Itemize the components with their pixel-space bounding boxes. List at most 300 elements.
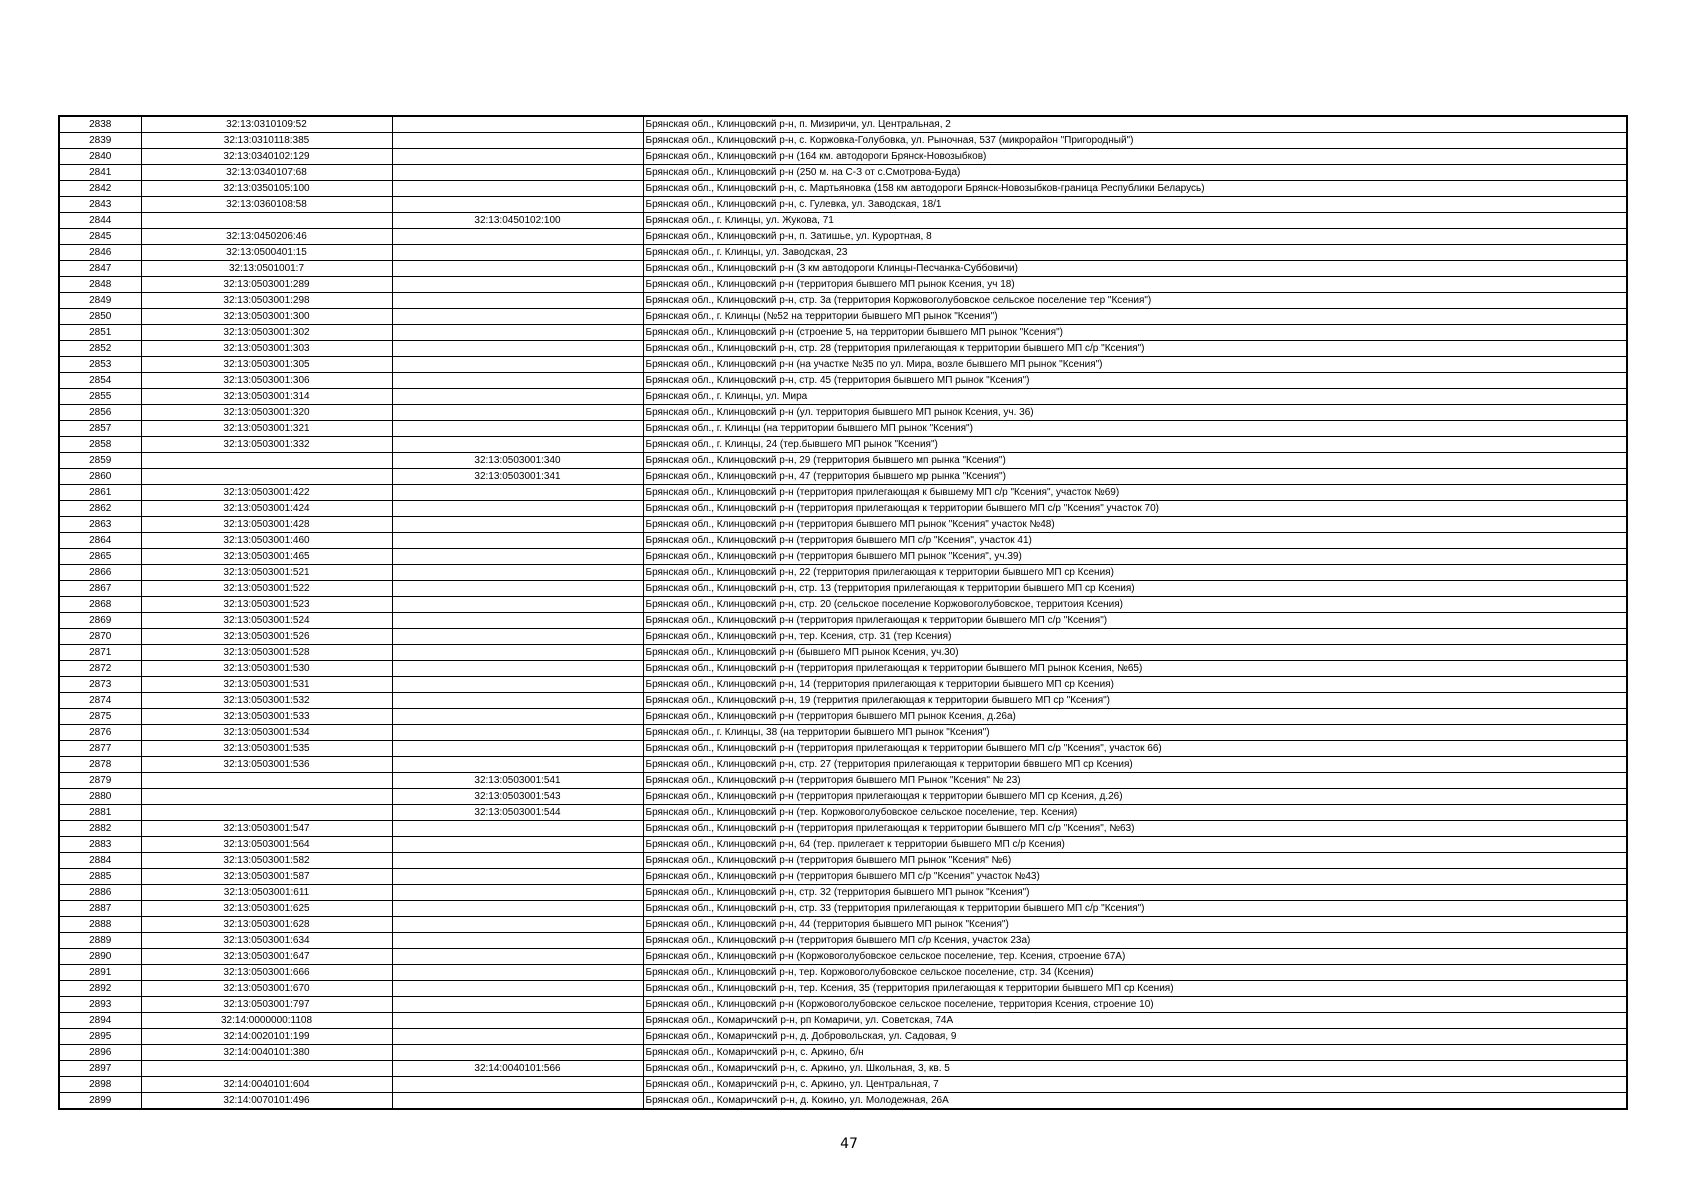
table-row [59, 1093, 1627, 1110]
cadastral-number-cell: 32:14:0020101:199 [141, 1029, 392, 1045]
cadastral-number-cell: 32:13:0310109:52 [141, 116, 392, 133]
row-number-cell: 2885 [59, 869, 141, 885]
address-cell: Брянская обл., Комаричский р-н, с. Аркино, б/н [643, 1045, 1627, 1061]
table-row [59, 1013, 1627, 1029]
cadastral-number-alt-cell [392, 725, 643, 741]
table-row [59, 517, 1627, 533]
table-row [59, 325, 1627, 341]
address-cell: Брянская обл., Клинцовский р-н (территория бывшего МП рынок "Ксения", уч.39) [643, 549, 1627, 565]
table-row [59, 757, 1627, 773]
cadastral-number-cell: 32:13:0503001:424 [141, 501, 392, 517]
row-number-cell: 2856 [59, 405, 141, 421]
address-cell: Брянская обл., Клинцовский р-н, тер. Ксения, 35 (территория прилегающая к территории бывшего МП ср Ксения) [643, 981, 1627, 997]
table-row [59, 245, 1627, 261]
address-cell: Брянская обл., Клинцовский р-н, п. Затишье, ул. Курортная, 8 [643, 229, 1627, 245]
cadastral-number-alt-cell [392, 757, 643, 773]
row-number-cell: 2897 [59, 1061, 141, 1077]
address-cell: Брянская обл., Клинцовский р-н, 47 (территория бывшего мр рынка "Ксения") [643, 469, 1627, 485]
cadastral-number-alt-cell [392, 565, 643, 581]
cadastral-number-alt-cell: 32:13:0503001:543 [392, 789, 643, 805]
cadastral-number-alt-cell [392, 741, 643, 757]
cadastral-number-alt-cell [392, 581, 643, 597]
address-cell: Брянская обл., Клинцовский р-н (3 км автодороги Клинцы-Песчанка-Суббовичи) [643, 261, 1627, 277]
cadastral-number-cell: 32:13:0503001:460 [141, 533, 392, 549]
table-row [59, 261, 1627, 277]
address-cell: Брянская обл., Клинцовский р-н, с. Гулевка, ул. Заводская, 18/1 [643, 197, 1627, 213]
cadastral-number-cell: 32:13:0340107:68 [141, 165, 392, 181]
address-cell: Брянская обл., Клинцовский р-н (Коржовоголубовское сельское поселение, территория Ксения, строение 10) [643, 997, 1627, 1013]
table-row [59, 837, 1627, 853]
address-cell: Брянская обл., Клинцовский р-н, 64 (тер. прилегает к территории бывшего МП с/р Ксения) [643, 837, 1627, 853]
cadastral-number-alt-cell [392, 661, 643, 677]
cadastral-number-alt-cell [392, 693, 643, 709]
table-row [59, 597, 1627, 613]
cadastral-number-cell [141, 453, 392, 469]
table-row [59, 805, 1627, 821]
row-number-cell: 2865 [59, 549, 141, 565]
table-row [59, 469, 1627, 485]
cadastral-table [58, 115, 1628, 1110]
row-number-cell: 2893 [59, 997, 141, 1013]
cadastral-number-alt-cell [392, 853, 643, 869]
cadastral-number-cell: 32:13:0503001:587 [141, 869, 392, 885]
cadastral-number-cell: 32:13:0503001:521 [141, 565, 392, 581]
table-row [59, 501, 1627, 517]
row-number-cell: 2876 [59, 725, 141, 741]
cadastral-number-cell: 32:13:0503001:531 [141, 677, 392, 693]
row-number-cell: 2874 [59, 693, 141, 709]
row-number-cell: 2860 [59, 469, 141, 485]
cadastral-number-alt-cell [392, 597, 643, 613]
cadastral-number-alt-cell: 32:13:0503001:541 [392, 773, 643, 789]
table-row [59, 853, 1627, 869]
row-number-cell: 2841 [59, 165, 141, 181]
table-row [59, 437, 1627, 453]
address-cell: Брянская обл., Клинцовский р-н, тер. Коржовоголубовское сельское поселение, стр. 34 (Ксения) [643, 965, 1627, 981]
cadastral-number-alt-cell [392, 821, 643, 837]
cadastral-number-alt-cell [392, 341, 643, 357]
row-number-cell: 2873 [59, 677, 141, 693]
cadastral-number-cell: 32:13:0503001:530 [141, 661, 392, 677]
table-row [59, 661, 1627, 677]
table-body [59, 116, 1627, 1109]
address-cell: Брянская обл., Комаричский р-н, с. Аркино, ул. Школьная, 3, кв. 5 [643, 1061, 1627, 1077]
address-cell: Брянская обл., г. Клинцы (№52 на территории бывшего МП рынок "Ксения") [643, 309, 1627, 325]
address-cell: Брянская обл., Клинцовский р-н (территория бывшего МП с/р "Ксения" участок №43) [643, 869, 1627, 885]
cadastral-number-cell: 32:13:0503001:535 [141, 741, 392, 757]
table-row [59, 293, 1627, 309]
cadastral-number-cell: 32:13:0503001:533 [141, 709, 392, 725]
cadastral-number-cell: 32:13:0503001:524 [141, 613, 392, 629]
address-cell: Брянская обл., г. Клинцы, 24 (тер.бывшего МП рынок "Ксения") [643, 437, 1627, 453]
address-cell: Брянская обл., Клинцовский р-н (территория прилегающая к территории бывшего МП с/р "Ксения", участок 66) [643, 741, 1627, 757]
address-cell: Брянская обл., г. Клинцы, 38 (на территории бывшего МП рынок "Ксения") [643, 725, 1627, 741]
table-row [59, 549, 1627, 565]
address-cell: Брянская обл., Комаричский р-н, д. Кокино, ул. Молодежная, 26А [643, 1093, 1627, 1110]
table-row [59, 1061, 1627, 1077]
cadastral-number-cell: 32:13:0503001:523 [141, 597, 392, 613]
cadastral-number-alt-cell [392, 485, 643, 501]
address-cell: Брянская обл., Клинцовский р-н, с. Мартьяновка (158 км автодороги Брянск-Новозыбков-граница Республики Беларусь) [643, 181, 1627, 197]
table-row [59, 901, 1627, 917]
table-row [59, 869, 1627, 885]
row-number-cell: 2895 [59, 1029, 141, 1045]
cadastral-number-alt-cell [392, 116, 643, 133]
row-number-cell: 2863 [59, 517, 141, 533]
table-row [59, 1077, 1627, 1093]
cadastral-number-cell [141, 213, 392, 229]
row-number-cell: 2855 [59, 389, 141, 405]
cadastral-number-cell: 32:13:0503001:536 [141, 757, 392, 773]
table-row [59, 116, 1627, 133]
cadastral-number-cell: 32:13:0500401:15 [141, 245, 392, 261]
cadastral-number-cell: 32:13:0503001:526 [141, 629, 392, 645]
address-cell: Брянская обл., Клинцовский р-н, 14 (территория прилегающая к территории бывшего МП ср Ксения) [643, 677, 1627, 693]
row-number-cell: 2844 [59, 213, 141, 229]
table-row [59, 613, 1627, 629]
table-row [59, 533, 1627, 549]
cadastral-number-alt-cell: 32:13:0503001:341 [392, 469, 643, 485]
table-row [59, 885, 1627, 901]
cadastral-number-cell: 32:13:0503001:647 [141, 949, 392, 965]
row-number-cell: 2875 [59, 709, 141, 725]
row-number-cell: 2846 [59, 245, 141, 261]
table-row [59, 133, 1627, 149]
cadastral-number-cell: 32:13:0503001:428 [141, 517, 392, 533]
cadastral-number-cell: 32:13:0310118:385 [141, 133, 392, 149]
cadastral-number-alt-cell [392, 533, 643, 549]
row-number-cell: 2854 [59, 373, 141, 389]
cadastral-number-cell: 32:14:0040101:380 [141, 1045, 392, 1061]
cadastral-number-cell: 32:13:0503001:305 [141, 357, 392, 373]
row-number-cell: 2886 [59, 885, 141, 901]
address-cell: Брянская обл., Клинцовский р-н (территория бывшего МП рынок "Ксения" №6) [643, 853, 1627, 869]
cadastral-number-alt-cell [392, 837, 643, 853]
cadastral-number-cell: 32:13:0503001:532 [141, 693, 392, 709]
cadastral-number-cell: 32:13:0503001:289 [141, 277, 392, 293]
table-row [59, 773, 1627, 789]
table-row [59, 981, 1627, 997]
table-row [59, 181, 1627, 197]
address-cell: Брянская обл., Клинцовский р-н (Коржовоголубовское сельское поселение, тер. Ксения, строение 67А) [643, 949, 1627, 965]
row-number-cell: 2880 [59, 789, 141, 805]
cadastral-number-cell: 32:13:0503001:611 [141, 885, 392, 901]
row-number-cell: 2862 [59, 501, 141, 517]
row-number-cell: 2842 [59, 181, 141, 197]
address-cell: Брянская обл., Комаричский р-н, д. Добровольская, ул. Садовая, 9 [643, 1029, 1627, 1045]
row-number-cell: 2851 [59, 325, 141, 341]
table-row [59, 949, 1627, 965]
row-number-cell: 2888 [59, 917, 141, 933]
row-number-cell: 2840 [59, 149, 141, 165]
address-cell: Брянская обл., Клинцовский р-н (территория бывшего МП рынок "Ксения" участок №48) [643, 517, 1627, 533]
cadastral-number-alt-cell [392, 613, 643, 629]
cadastral-number-cell: 32:13:0503001:298 [141, 293, 392, 309]
cadastral-number-cell: 32:13:0503001:300 [141, 309, 392, 325]
table-row [59, 453, 1627, 469]
cadastral-number-alt-cell [392, 261, 643, 277]
address-cell: Брянская обл., Комаричский р-н, с. Аркино, ул. Центральная, 7 [643, 1077, 1627, 1093]
row-number-cell: 2883 [59, 837, 141, 853]
table-row [59, 421, 1627, 437]
cadastral-number-cell: 32:13:0350105:100 [141, 181, 392, 197]
address-cell: Брянская обл., Клинцовский р-н, стр. 27 (территория прилегающая к территории бввшего МП ср Ксения) [643, 757, 1627, 773]
address-cell: Брянская обл., Клинцовский р-н (территория бывшего МП Рынок "Ксения" № 23) [643, 773, 1627, 789]
row-number-cell: 2866 [59, 565, 141, 581]
cadastral-number-alt-cell [392, 405, 643, 421]
address-cell: Брянская обл., г. Клинцы (на территории бывшего МП рынок "Ксения") [643, 421, 1627, 437]
address-cell: Брянская обл., Клинцовский р-н, 44 (территория бывшего МП рынок "Ксения") [643, 917, 1627, 933]
address-cell: Брянская обл., Клинцовский р-н (территория бывшего МП рынок Ксения, д.26а) [643, 709, 1627, 725]
address-cell: Брянская обл., Клинцовский р-н, стр. 3а (территория Коржовоголубовское сельское поселение тер "Ксения") [643, 293, 1627, 309]
row-number-cell: 2839 [59, 133, 141, 149]
row-number-cell: 2853 [59, 357, 141, 373]
row-number-cell: 2891 [59, 965, 141, 981]
row-number-cell: 2845 [59, 229, 141, 245]
cadastral-number-cell: 32:14:0000000:1108 [141, 1013, 392, 1029]
cadastral-number-alt-cell [392, 197, 643, 213]
cadastral-number-cell [141, 773, 392, 789]
row-number-cell: 2877 [59, 741, 141, 757]
row-number-cell: 2879 [59, 773, 141, 789]
table-row [59, 341, 1627, 357]
cadastral-number-cell: 32:13:0503001:422 [141, 485, 392, 501]
row-number-cell: 2899 [59, 1093, 141, 1110]
row-number-cell: 2868 [59, 597, 141, 613]
table-row [59, 965, 1627, 981]
cadastral-number-alt-cell [392, 1045, 643, 1061]
cadastral-number-cell: 32:13:0503001:522 [141, 581, 392, 597]
cadastral-number-cell: 32:13:0503001:321 [141, 421, 392, 437]
address-cell: Брянская обл., Клинцовский р-н (на участке №35 по ул. Мира, возле бывшего МП рынок "Ксения") [643, 357, 1627, 373]
cadastral-number-cell: 32:13:0503001:797 [141, 997, 392, 1013]
table-row [59, 373, 1627, 389]
address-cell: Брянская обл., Клинцовский р-н, стр. 20 (сельское поселение Коржовоголубовское, территоия Ксения) [643, 597, 1627, 613]
address-cell: Брянская обл., Клинцовский р-н (территория прилегающая к территории бывшего МП с/р "Ксения") [643, 613, 1627, 629]
cadastral-number-alt-cell [392, 549, 643, 565]
cadastral-number-alt-cell [392, 437, 643, 453]
cadastral-number-alt-cell [392, 501, 643, 517]
row-number-cell: 2857 [59, 421, 141, 437]
cadastral-number-alt-cell [392, 1029, 643, 1045]
cadastral-number-alt-cell [392, 917, 643, 933]
row-number-cell: 2867 [59, 581, 141, 597]
cadastral-number-alt-cell [392, 949, 643, 965]
cadastral-number-alt-cell [392, 901, 643, 917]
table-row [59, 229, 1627, 245]
row-number-cell: 2892 [59, 981, 141, 997]
row-number-cell: 2882 [59, 821, 141, 837]
cadastral-number-alt-cell [392, 645, 643, 661]
cadastral-number-cell [141, 1061, 392, 1077]
row-number-cell: 2852 [59, 341, 141, 357]
address-cell: Брянская обл., Клинцовский р-н (строение 5, на территории бывшего МП рынок "Ксения") [643, 325, 1627, 341]
cadastral-number-alt-cell [392, 373, 643, 389]
cadastral-number-cell: 32:13:0340102:129 [141, 149, 392, 165]
row-number-cell: 2872 [59, 661, 141, 677]
address-cell: Брянская обл., Клинцовский р-н (ул. территория бывшего МП рынок Ксения, уч. 36) [643, 405, 1627, 421]
cadastral-number-alt-cell [392, 165, 643, 181]
address-cell: Брянская обл., Клинцовский р-н, 19 (террития прилегающая к территории бывшего МП ср "Ксения") [643, 693, 1627, 709]
cadastral-number-cell: 32:13:0503001:628 [141, 917, 392, 933]
address-cell: Брянская обл., Клинцовский р-н, стр. 33 (территория прилегающая к территории бывшего МП с/р "Ксения") [643, 901, 1627, 917]
cadastral-number-cell: 32:13:0503001:666 [141, 965, 392, 981]
address-cell: Брянская обл., г. Клинцы, ул. Жукова, 71 [643, 213, 1627, 229]
table-row [59, 1045, 1627, 1061]
cadastral-number-alt-cell [392, 629, 643, 645]
address-cell: Брянская обл., Клинцовский р-н (территория прилегающая к бывшему МП с/р "Ксения", участок №69) [643, 485, 1627, 501]
cadastral-number-alt-cell: 32:13:0503001:340 [392, 453, 643, 469]
cadastral-number-alt-cell [392, 309, 643, 325]
cadastral-number-cell: 32:13:0501001:7 [141, 261, 392, 277]
cadastral-number-alt-cell [392, 133, 643, 149]
row-number-cell: 2849 [59, 293, 141, 309]
cadastral-number-cell: 32:13:0450206:46 [141, 229, 392, 245]
address-cell: Брянская обл., Клинцовский р-н, стр. 28 (территория прилегающая к территории бывшего МП с/р "Ксения") [643, 341, 1627, 357]
row-number-cell: 2848 [59, 277, 141, 293]
cadastral-number-alt-cell [392, 1013, 643, 1029]
table-row [59, 357, 1627, 373]
row-number-cell: 2889 [59, 933, 141, 949]
row-number-cell: 2898 [59, 1077, 141, 1093]
cadastral-number-alt-cell [392, 1077, 643, 1093]
address-cell: Брянская обл., Клинцовский р-н (территория прилегающая к территории бывшего МП рынок Ксения, №65) [643, 661, 1627, 677]
cadastral-number-cell: 32:13:0503001:528 [141, 645, 392, 661]
cadastral-number-alt-cell [392, 245, 643, 261]
address-cell: Брянская обл., Клинцовский р-н (164 км. автодороги Брянск-Новозыбков) [643, 149, 1627, 165]
cadastral-number-cell: 32:13:0503001:306 [141, 373, 392, 389]
cadastral-number-cell: 32:13:0503001:534 [141, 725, 392, 741]
address-cell: Брянская обл., Клинцовский р-н, с. Коржовка-Голубовка, ул. Рыночная, 537 (микрорайон "Пригородный") [643, 133, 1627, 149]
table-row [59, 485, 1627, 501]
address-cell: Брянская обл., Клинцовский р-н (250 м. на С-З от с.Смотрова-Буда) [643, 165, 1627, 181]
row-number-cell: 2859 [59, 453, 141, 469]
row-number-cell: 2861 [59, 485, 141, 501]
table-row [59, 933, 1627, 949]
address-cell: Брянская обл., Клинцовский р-н (территория бывшего МП рынок Ксения, уч 18) [643, 277, 1627, 293]
row-number-cell: 2890 [59, 949, 141, 965]
table-row [59, 917, 1627, 933]
table-row [59, 309, 1627, 325]
table-row [59, 165, 1627, 181]
row-number-cell: 2869 [59, 613, 141, 629]
table-row [59, 725, 1627, 741]
cadastral-number-alt-cell [392, 277, 643, 293]
address-cell: Брянская обл., Клинцовский р-н (территория бывшего МП с/р "Ксения", участок 41) [643, 533, 1627, 549]
address-cell: Брянская обл., Клинцовский р-н, тер. Ксения, стр. 31 (тер Ксения) [643, 629, 1627, 645]
table-row [59, 405, 1627, 421]
cadastral-number-alt-cell: 32:14:0040101:566 [392, 1061, 643, 1077]
table-row [59, 709, 1627, 725]
table-row [59, 645, 1627, 661]
cadastral-number-cell [141, 789, 392, 805]
cadastral-number-cell: 32:14:0070101:496 [141, 1093, 392, 1110]
table-row [59, 213, 1627, 229]
address-cell: Брянская обл., Клинцовский р-н, п. Мизиричи, ул. Центральная, 2 [643, 116, 1627, 133]
address-cell: Брянская обл., Клинцовский р-н (территория бывшего МП с/р Ксения, участок 23а) [643, 933, 1627, 949]
row-number-cell: 2864 [59, 533, 141, 549]
cadastral-number-cell: 32:13:0503001:303 [141, 341, 392, 357]
address-cell: Брянская обл., Клинцовский р-н (территория прилегающая к территории бывшего МП ср Ксения, д.26) [643, 789, 1627, 805]
cadastral-number-cell: 32:14:0040101:604 [141, 1077, 392, 1093]
cadastral-number-alt-cell [392, 181, 643, 197]
table-row [59, 389, 1627, 405]
table-row [59, 789, 1627, 805]
cadastral-number-cell: 32:13:0503001:547 [141, 821, 392, 837]
cadastral-number-alt-cell: 32:13:0503001:544 [392, 805, 643, 821]
address-cell: Брянская обл., Клинцовский р-н, 29 (территория бывшего мп рынка "Ксения") [643, 453, 1627, 469]
address-cell: Брянская обл., Клинцовский р-н (территория прилегающая к территории бывшего МП с/р "Ксения" участок 70) [643, 501, 1627, 517]
table-row [59, 693, 1627, 709]
cadastral-number-cell: 32:13:0503001:670 [141, 981, 392, 997]
cadastral-number-cell: 32:13:0503001:625 [141, 901, 392, 917]
table-row [59, 677, 1627, 693]
cadastral-number-cell: 32:13:0503001:332 [141, 437, 392, 453]
table-row [59, 581, 1627, 597]
cadastral-number-cell: 32:13:0503001:320 [141, 405, 392, 421]
table-row [59, 565, 1627, 581]
row-number-cell: 2871 [59, 645, 141, 661]
table-row [59, 629, 1627, 645]
cadastral-number-alt-cell [392, 885, 643, 901]
cadastral-number-alt-cell [392, 325, 643, 341]
cadastral-number-alt-cell [392, 1093, 643, 1110]
row-number-cell: 2843 [59, 197, 141, 213]
table-row [59, 277, 1627, 293]
row-number-cell: 2878 [59, 757, 141, 773]
cadastral-number-alt-cell [392, 965, 643, 981]
row-number-cell: 2887 [59, 901, 141, 917]
cadastral-number-alt-cell [392, 981, 643, 997]
row-number-cell: 2838 [59, 116, 141, 133]
row-number-cell: 2896 [59, 1045, 141, 1061]
table-row [59, 149, 1627, 165]
cadastral-number-alt-cell: 32:13:0450102:100 [392, 213, 643, 229]
table-row [59, 821, 1627, 837]
cadastral-number-cell: 32:13:0503001:582 [141, 853, 392, 869]
row-number-cell: 2881 [59, 805, 141, 821]
cadastral-number-cell: 32:13:0360108:58 [141, 197, 392, 213]
row-number-cell: 2850 [59, 309, 141, 325]
cadastral-number-alt-cell [392, 421, 643, 437]
cadastral-number-alt-cell [392, 933, 643, 949]
cadastral-number-alt-cell [392, 149, 643, 165]
cadastral-number-cell: 32:13:0503001:564 [141, 837, 392, 853]
cadastral-number-alt-cell [392, 997, 643, 1013]
cadastral-number-cell: 32:13:0503001:634 [141, 933, 392, 949]
address-cell: Брянская обл., Клинцовский р-н, стр. 13 (территория прилегающая к территории бывшего МП ср Ксения) [643, 581, 1627, 597]
table-row [59, 741, 1627, 757]
cadastral-number-cell: 32:13:0503001:465 [141, 549, 392, 565]
address-cell: Брянская обл., Клинцовский р-н (территория прилегающая к территории бывшего МП с/р "Ксения", №63) [643, 821, 1627, 837]
address-cell: Брянская обл., Клинцовский р-н (тер. Коржовоголубовское сельское поселение, тер. Ксения) [643, 805, 1627, 821]
cadastral-number-alt-cell [392, 709, 643, 725]
row-number-cell: 2884 [59, 853, 141, 869]
row-number-cell: 2870 [59, 629, 141, 645]
address-cell: Брянская обл., Клинцовский р-н, стр. 32 (территория бывшего МП рынок "Ксения") [643, 885, 1627, 901]
address-cell: Брянская обл., Комаричский р-н, рп Комаричи, ул. Советская, 74А [643, 1013, 1627, 1029]
address-cell: Брянская обл., Клинцовский р-н, 22 (территория прилегающая к территории бывшего МП ср Ксения) [643, 565, 1627, 581]
cadastral-number-alt-cell [392, 229, 643, 245]
cadastral-number-alt-cell [392, 677, 643, 693]
address-cell: Брянская обл., Клинцовский р-н, стр. 45 (территория бывшего МП рынок "Ксения") [643, 373, 1627, 389]
cadastral-number-alt-cell [392, 293, 643, 309]
address-cell: Брянская обл., г. Клинцы, ул. Мира [643, 389, 1627, 405]
cadastral-number-cell: 32:13:0503001:314 [141, 389, 392, 405]
row-number-cell: 2858 [59, 437, 141, 453]
cadastral-number-cell [141, 469, 392, 485]
address-cell: Брянская обл., Клинцовский р-н (бывшего МП рынок Ксения, уч.30) [643, 645, 1627, 661]
